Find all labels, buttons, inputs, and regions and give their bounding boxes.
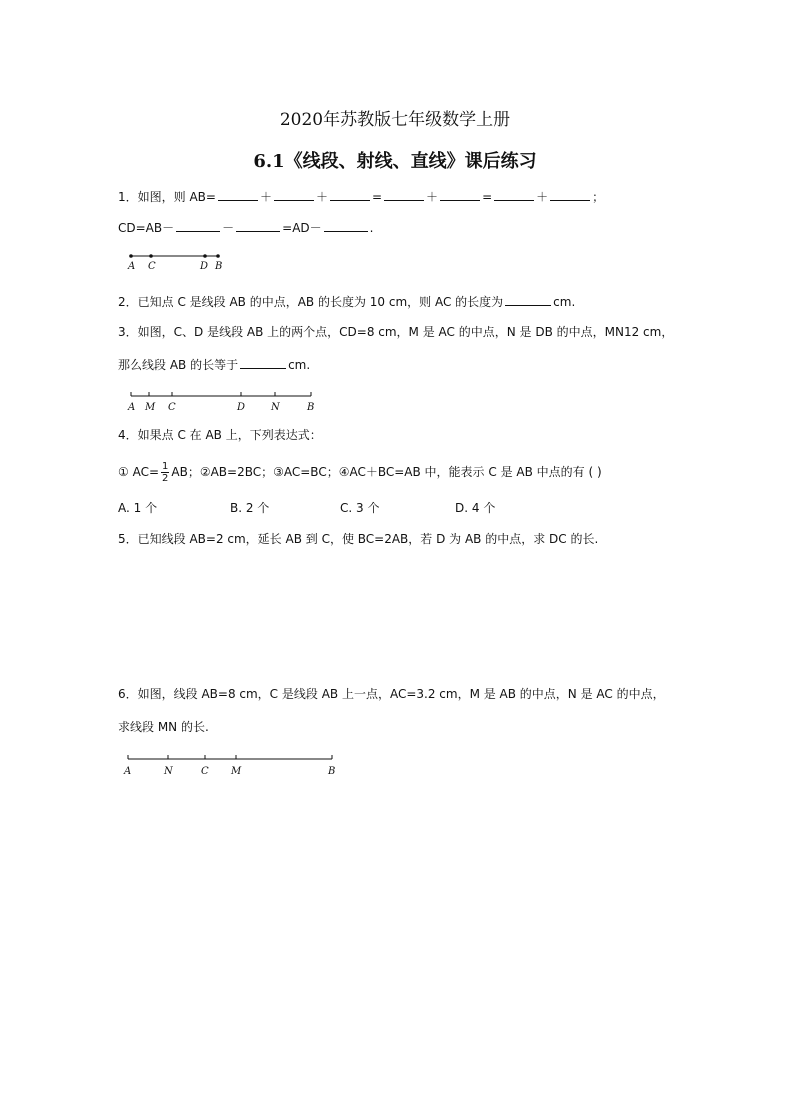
document-subtitle: 6.1《线段、射线、直线》课后练习: [253, 151, 537, 172]
q4-fraction-numerator: 1: [162, 461, 169, 472]
q4-option-c[interactable]: C. 3 个: [340, 501, 380, 515]
q3-unit: cm.: [288, 358, 311, 372]
q4-option-b[interactable]: B. 2 个: [230, 501, 270, 515]
q1-semicolon: ；: [592, 190, 605, 204]
q1-period: .: [369, 221, 374, 235]
q5-text: 5．已知线段 AB=2 cm，延长 AB 到 C，使 BC=2AB，若 D 为 AB 的中点，求 DC 的长.: [118, 532, 599, 546]
q4-items-text: AB；②AB=2BC；③AC=BC；④AC＋BC=AB 中，能表示 C 是 AB 中点的有 ( ): [171, 465, 602, 479]
q1-eq: =: [482, 190, 493, 204]
q3-label-C: C: [168, 402, 176, 413]
q4-option-d[interactable]: D. 4 个: [455, 501, 496, 515]
q3-label-M: M: [145, 402, 156, 413]
q2-text: 2．已知点 C 是线段 AB 的中点，AB 的长度为 10 cm，则 AC 的长度为: [118, 295, 504, 309]
q1-prefix: 1．如图，则 AB=: [118, 190, 216, 204]
q6-line1: 6．如图，线段 AB=8 cm，C 是线段 AB 上一点，AC=3.2 cm，M 是 AB 的中点，N 是 AC 的中点，: [118, 687, 665, 701]
q6-label-M: M: [231, 766, 242, 777]
q4-option-a[interactable]: A. 1 个: [118, 501, 158, 515]
q1-label-A: A: [128, 261, 136, 272]
q1-line2-prefix: CD=AB－: [118, 221, 175, 235]
q1-eq-ad: =AD－: [282, 221, 322, 235]
q1-plus: ＋: [426, 190, 439, 204]
q1-plus: ＋: [315, 190, 328, 204]
q3-label-B: B: [307, 402, 315, 413]
q2-unit: cm.: [553, 295, 576, 309]
q3-label-N: N: [271, 402, 280, 413]
q1-label-C: C: [148, 261, 156, 272]
q1-eq: =: [371, 190, 383, 204]
q6-line2: 求线段 MN 的长.: [118, 720, 209, 734]
q1-label-B: B: [215, 261, 223, 272]
q3-line1: 3．如图，C、D 是线段 AB 上的两个点，CD=8 cm，M 是 AC 的中点，N 是 DB 的中点，MN12 cm，: [118, 325, 674, 339]
q1-minus: －: [222, 221, 235, 235]
q1-plus: ＋: [259, 190, 272, 204]
document-title: 2020年苏教版七年级数学上册: [279, 110, 511, 130]
q4-fraction-denominator: 2: [162, 473, 169, 484]
q6-label-B: B: [328, 766, 336, 777]
q4-stem: 4．如果点 C 在 AB 上，下列表达式：: [118, 428, 322, 442]
q3-label-D: D: [237, 402, 246, 413]
q3-text: 那么线段 AB 的长等于: [118, 358, 239, 372]
q3-label-A: A: [128, 402, 136, 413]
q1-plus: ＋: [536, 190, 549, 204]
q6-label-N: N: [164, 766, 173, 777]
q1-label-D: D: [200, 261, 209, 272]
q6-label-A: A: [124, 766, 132, 777]
q6-label-C: C: [201, 766, 209, 777]
q4-item1-prefix: ① AC=: [118, 465, 160, 479]
